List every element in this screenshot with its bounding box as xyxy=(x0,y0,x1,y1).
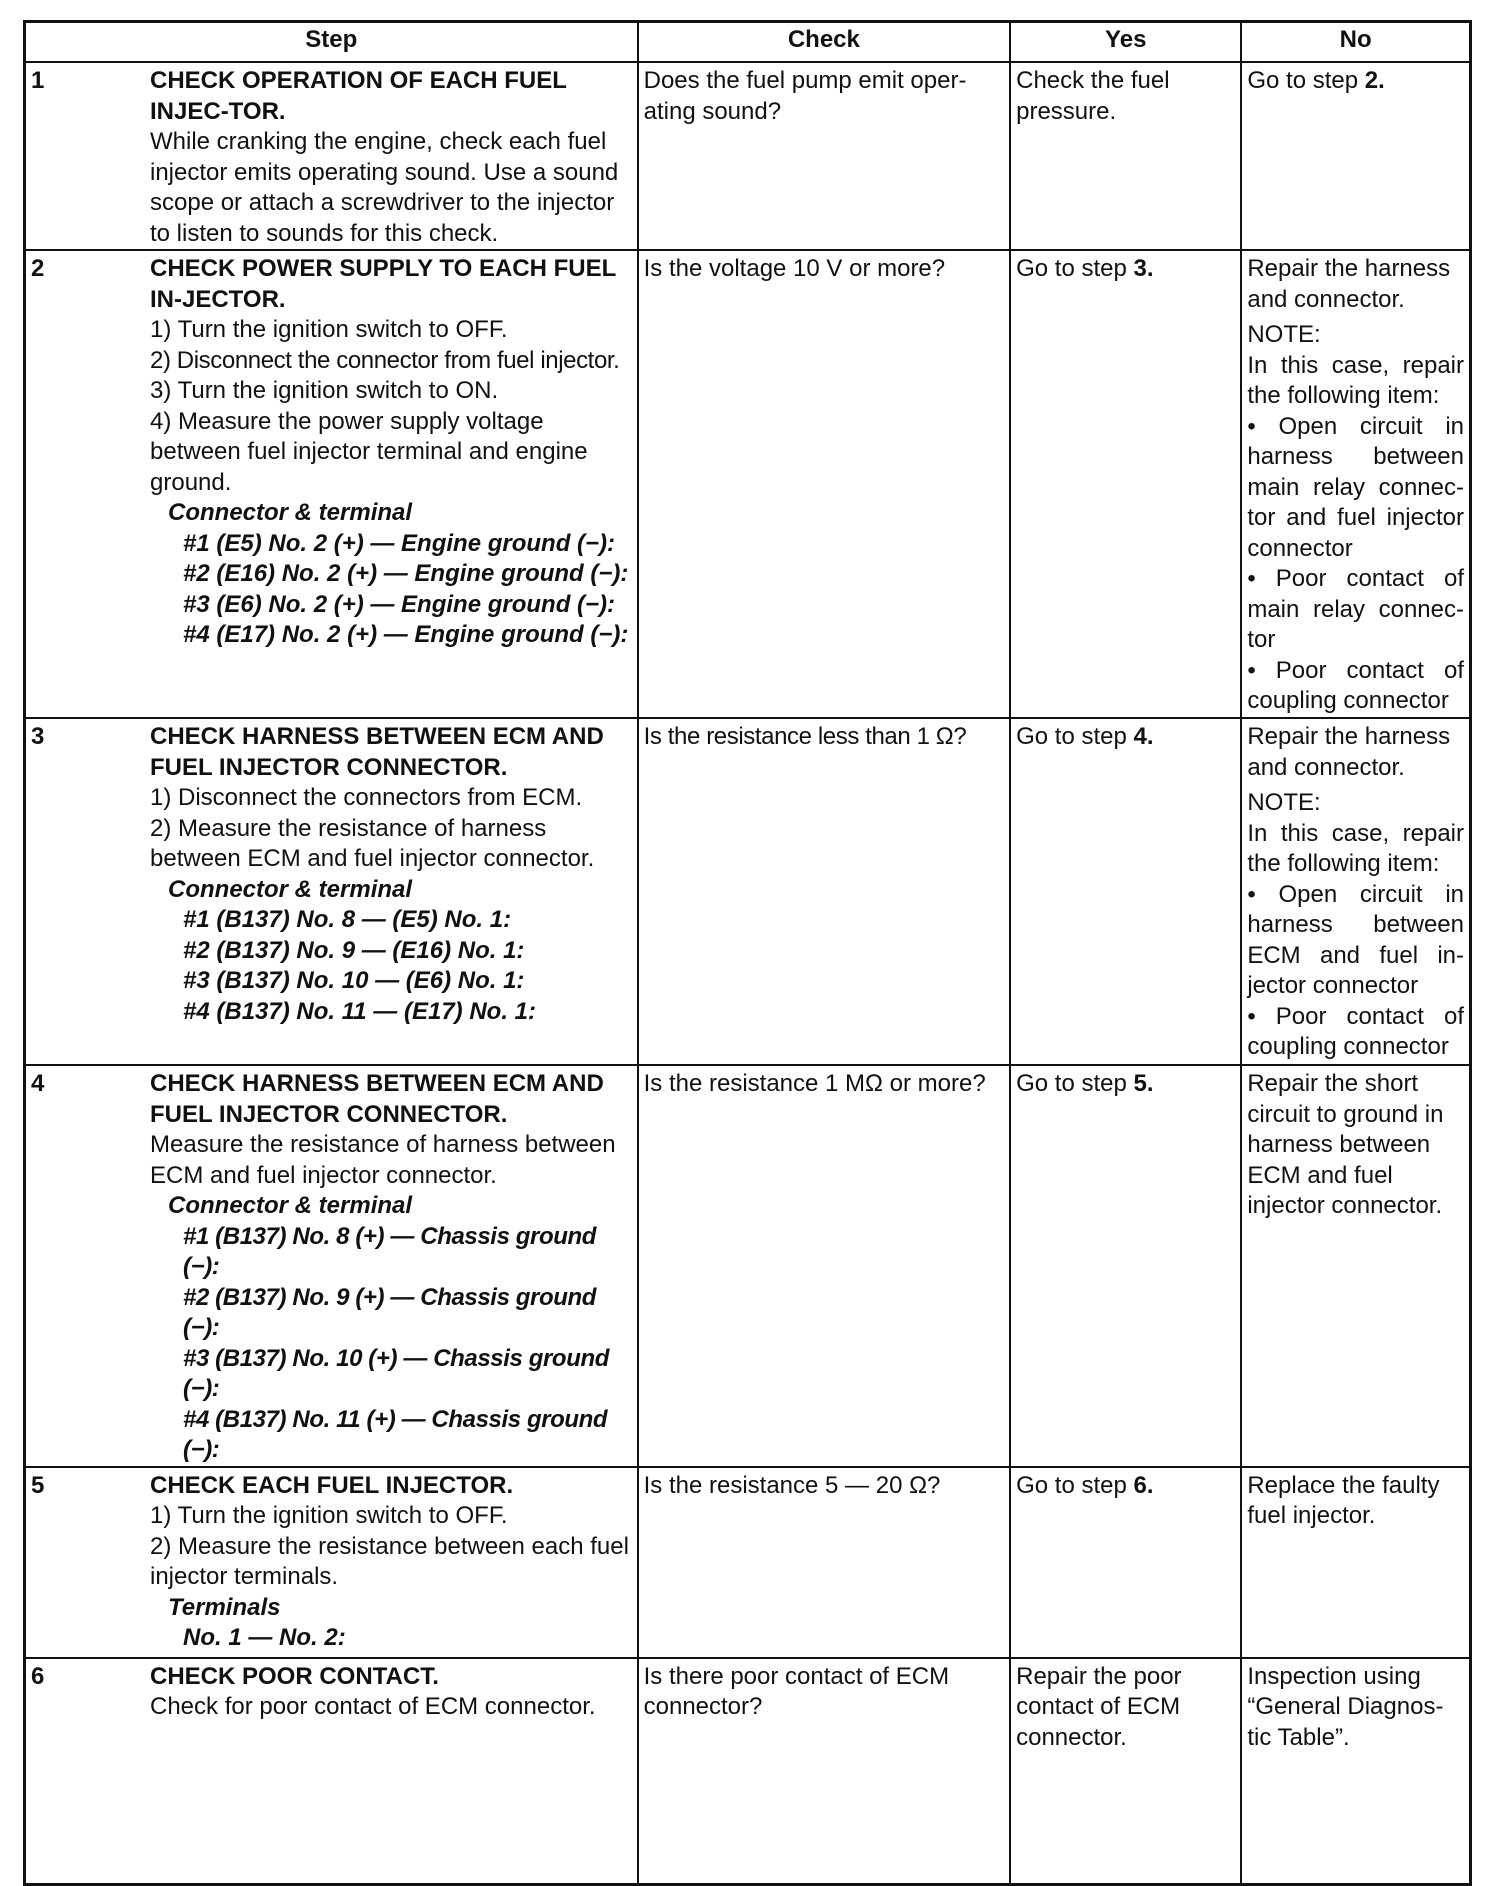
step-title: CHECK POWER SUPPLY TO EACH FUEL IN-JECTOR. xyxy=(150,255,616,313)
table-row xyxy=(25,718,1471,1065)
yes-cell xyxy=(1010,1065,1241,1467)
step-cell xyxy=(25,1467,638,1658)
step-number: 5 xyxy=(31,1471,45,1499)
step-cell xyxy=(25,62,638,250)
check-cell: Is the resistance less than 1 Ω? xyxy=(638,718,1010,1065)
step-title: CHECK POOR CONTACT. xyxy=(150,1662,439,1690)
step-instruction: Check for poor contact of ECM connector. xyxy=(150,1693,596,1720)
step-reference: 4. xyxy=(1133,723,1154,750)
no-cell xyxy=(1241,250,1470,718)
terminal-spec: #2 (B137) No. 9 — (E16) No. 1: xyxy=(183,936,525,964)
step-instruction: 1) Turn the ignition switch to OFF. xyxy=(150,316,508,343)
note-text: In this case, repair the following item: xyxy=(1247,819,1464,877)
step-number: 3 xyxy=(31,723,45,750)
terminal-spec: #1 (E5) No. 2 (+) — Engine ground (−): xyxy=(183,529,616,557)
step-title: CHECK OPERATION OF EACH FUEL INJEC-TOR. xyxy=(150,67,567,125)
step-reference: 5. xyxy=(1133,1070,1154,1097)
yes-cell xyxy=(1010,718,1241,1065)
step-instruction: 2) Measure the resistance between each fuel injector terminals. xyxy=(150,1532,629,1590)
check-cell: Is there poor contact of ECM connector? xyxy=(638,1658,1010,1885)
yes-cell xyxy=(1010,250,1241,718)
terminal-spec: #3 (E6) No. 2 (+) — Engine ground (−): xyxy=(183,590,616,618)
diagnostic-table xyxy=(23,20,1472,1886)
connector-label: Connector & terminal xyxy=(168,1192,413,1219)
step-reference: 3. xyxy=(1133,255,1154,282)
step-instruction: Measure the resistance of harness between ECM and fuel injector connector. xyxy=(150,1131,616,1189)
terminal-spec: #1 (B137) No. 8 — (E5) No. 1: xyxy=(183,906,512,933)
step-title: CHECK HARNESS BETWEEN ECM AND FUEL INJECTOR CONNECTOR. xyxy=(150,1070,604,1128)
step-instruction: 4) Measure the power supply voltage between fuel injector terminal and engine ground. xyxy=(150,407,588,496)
table-row xyxy=(25,1065,1471,1467)
terminal-spec: #3 (B137) No. 10 (+) — Chassis ground (−): xyxy=(183,1344,609,1402)
terminal-spec: #4 (B137) No. 11 (+) — Chassis ground (−): xyxy=(183,1405,608,1463)
table-row xyxy=(25,1467,1471,1658)
table-row xyxy=(25,250,1471,718)
step-number: 4 xyxy=(31,1070,45,1097)
terminal-spec: #4 (E17) No. 2 (+) — Engine ground (−): xyxy=(183,621,629,648)
yes-text: Go to step xyxy=(1016,1070,1134,1097)
step-instruction: 1) Turn the ignition switch to OFF. xyxy=(150,1502,508,1529)
step-reference: 6. xyxy=(1133,1471,1154,1499)
step-number: 1 xyxy=(31,67,45,94)
step-cell xyxy=(25,1065,638,1467)
no-cell: Repair the short circuit to ground in harness between ECM and fuel injector connector. xyxy=(1241,1065,1470,1467)
yes-text: Go to step xyxy=(1016,723,1134,750)
note-label: NOTE: xyxy=(1247,321,1321,348)
note-item: • Poor contact of main relay connec-tor xyxy=(1247,565,1464,653)
step-title: CHECK HARNESS BETWEEN ECM AND FUEL INJECTOR CONNECTOR. xyxy=(150,723,604,781)
check-cell: Is the voltage 10 V or more? xyxy=(638,250,1010,718)
step-title: CHECK EACH FUEL INJECTOR. xyxy=(150,1471,514,1499)
no-text: Repair the harness and connector. xyxy=(1247,723,1451,781)
no-text: Repair the harness and connector. xyxy=(1247,255,1451,313)
step-instruction: 2) Disconnect the connector from fuel injector. xyxy=(150,346,620,374)
yes-cell: Repair the poor contact of ECM connector. xyxy=(1010,1658,1241,1885)
check-cell: Does the fuel pump emit oper-ating sound? xyxy=(638,62,1010,250)
step-number: 6 xyxy=(31,1662,45,1690)
no-cell: Inspection using “General Diagnos-tic Table”. xyxy=(1241,1658,1470,1885)
yes-cell xyxy=(1010,1467,1241,1658)
connector-label: Connector & terminal xyxy=(168,499,413,526)
check-cell: Is the resistance 1 MΩ or more? xyxy=(638,1065,1010,1467)
header-check: Check xyxy=(638,22,1010,63)
header-step: Step xyxy=(25,22,638,63)
step-instruction: 1) Disconnect the connectors from ECM. xyxy=(150,784,583,811)
yes-text: Go to step xyxy=(1016,1471,1134,1499)
no-text: Go to step xyxy=(1247,67,1365,94)
step-instruction: 3) Turn the ignition switch to ON. xyxy=(150,377,499,404)
yes-text: Go to step xyxy=(1016,255,1134,282)
no-cell: Replace the faulty fuel injector. xyxy=(1241,1467,1470,1658)
note-item: • Poor contact of coupling connector xyxy=(1247,1002,1464,1060)
terminal-spec: #3 (B137) No. 10 — (E6) No. 1: xyxy=(183,967,525,994)
step-instruction: 2) Measure the resistance of harness between ECM and fuel injector connector. xyxy=(150,814,595,872)
connector-label: Connector & terminal xyxy=(168,875,413,903)
terminals-label: Terminals xyxy=(168,1593,281,1621)
step-reference: 2. xyxy=(1364,67,1385,94)
step-instruction: While cranking the engine, check each fuel injector emits operating sound. Use a sound scope or attach a screwdriver to the injector to listen to sounds for this check. xyxy=(150,128,619,247)
note-text: In this case, repair the following item: xyxy=(1247,351,1464,409)
terminal-spec: No. 1 — No. 2: xyxy=(183,1624,346,1651)
step-number: 2 xyxy=(31,255,45,282)
no-cell xyxy=(1241,718,1470,1065)
note-item: • Poor contact of coupling connector xyxy=(1247,656,1464,714)
no-cell xyxy=(1241,62,1470,250)
header-yes: Yes xyxy=(1010,22,1241,63)
step-cell xyxy=(25,1658,638,1885)
table-row xyxy=(25,62,1471,250)
table-row xyxy=(25,1658,1471,1885)
step-cell xyxy=(25,718,638,1065)
note-label: NOTE: xyxy=(1247,789,1321,816)
step-cell xyxy=(25,250,638,718)
table-header-row xyxy=(25,22,1471,63)
header-no: No xyxy=(1241,22,1470,63)
yes-cell: Check the fuel pressure. xyxy=(1010,62,1241,250)
terminal-spec: #2 (B137) No. 9 (+) — Chassis ground (−): xyxy=(183,1283,597,1341)
check-cell: Is the resistance 5 — 20 Ω? xyxy=(638,1467,1010,1658)
note-item: • Open circuit in harness between ECM and fuel in-jector connector xyxy=(1247,880,1464,999)
terminal-spec: #4 (B137) No. 11 — (E17) No. 1: xyxy=(183,997,536,1025)
note-item: • Open circuit in harness between main relay connec-tor and fuel injector connector xyxy=(1247,412,1464,562)
terminal-spec: #2 (E16) No. 2 (+) — Engine ground (−): xyxy=(183,560,629,587)
terminal-spec: #1 (B137) No. 8 (+) — Chassis ground (−): xyxy=(183,1222,597,1280)
